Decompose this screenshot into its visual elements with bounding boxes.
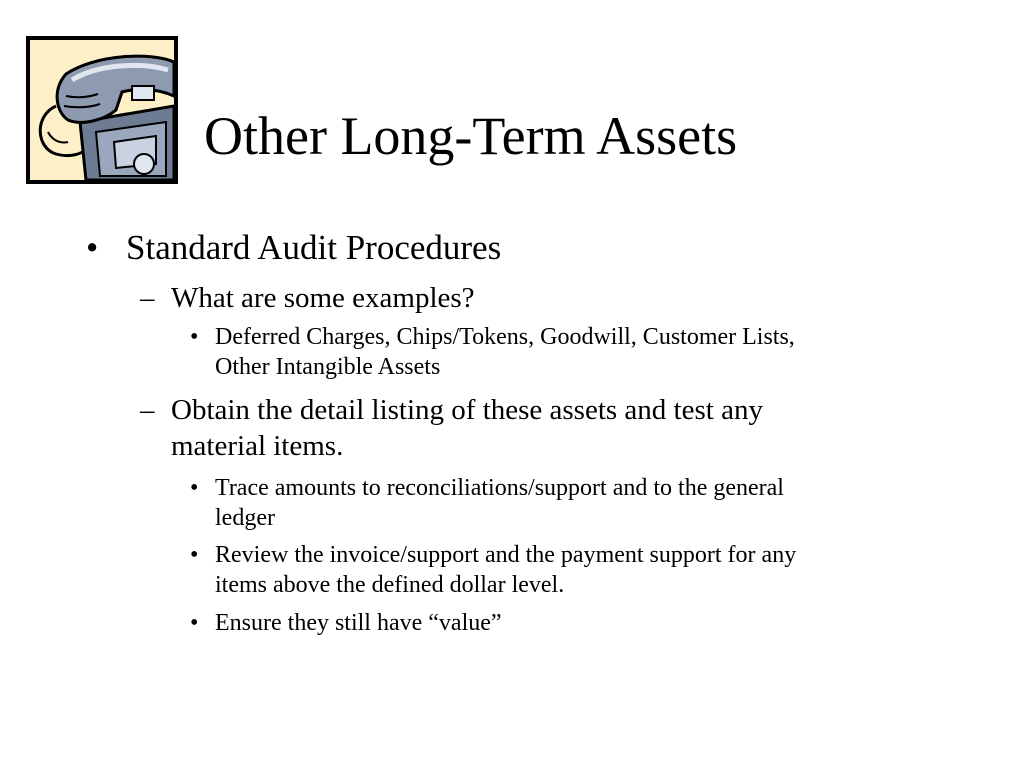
- bullet-marker: •: [86, 228, 99, 267]
- sub-sub-bullet-trace-line-2: ledger: [215, 505, 275, 531]
- sub-sub-bullet-ensure-value: Ensure they still have “value”: [215, 610, 502, 636]
- bullet-marker: •: [190, 324, 199, 350]
- sub-sub-bullet-review-line-2: items above the defined dollar level.: [215, 572, 565, 598]
- telephone-icon: [26, 36, 178, 184]
- bullet-standard-audit-procedures: Standard Audit Procedures: [126, 228, 502, 267]
- dash-marker: –: [140, 282, 155, 314]
- sub-sub-bullet-examples-line-2: Other Intangible Assets: [215, 354, 441, 380]
- sub-bullet-obtain-listing-line-2: material items.: [171, 430, 344, 462]
- sub-sub-bullet-review-line-1: Review the invoice/support and the payment support for any: [215, 542, 797, 568]
- sub-sub-bullet-trace-line-1: Trace amounts to reconciliations/support and to the general: [215, 475, 784, 501]
- slide-title: Other Long-Term Assets: [204, 106, 738, 166]
- sub-bullet-examples: What are some examples?: [171, 282, 475, 314]
- sub-sub-bullet-examples-line-1: Deferred Charges, Chips/Tokens, Goodwill, Customer Lists,: [215, 324, 795, 350]
- bullet-marker: •: [190, 542, 199, 568]
- bullet-marker: •: [190, 475, 199, 501]
- dash-marker: –: [140, 394, 155, 426]
- bullet-marker: •: [190, 610, 199, 636]
- sub-bullet-obtain-listing-line-1: Obtain the detail listing of these assets and test any: [171, 394, 763, 426]
